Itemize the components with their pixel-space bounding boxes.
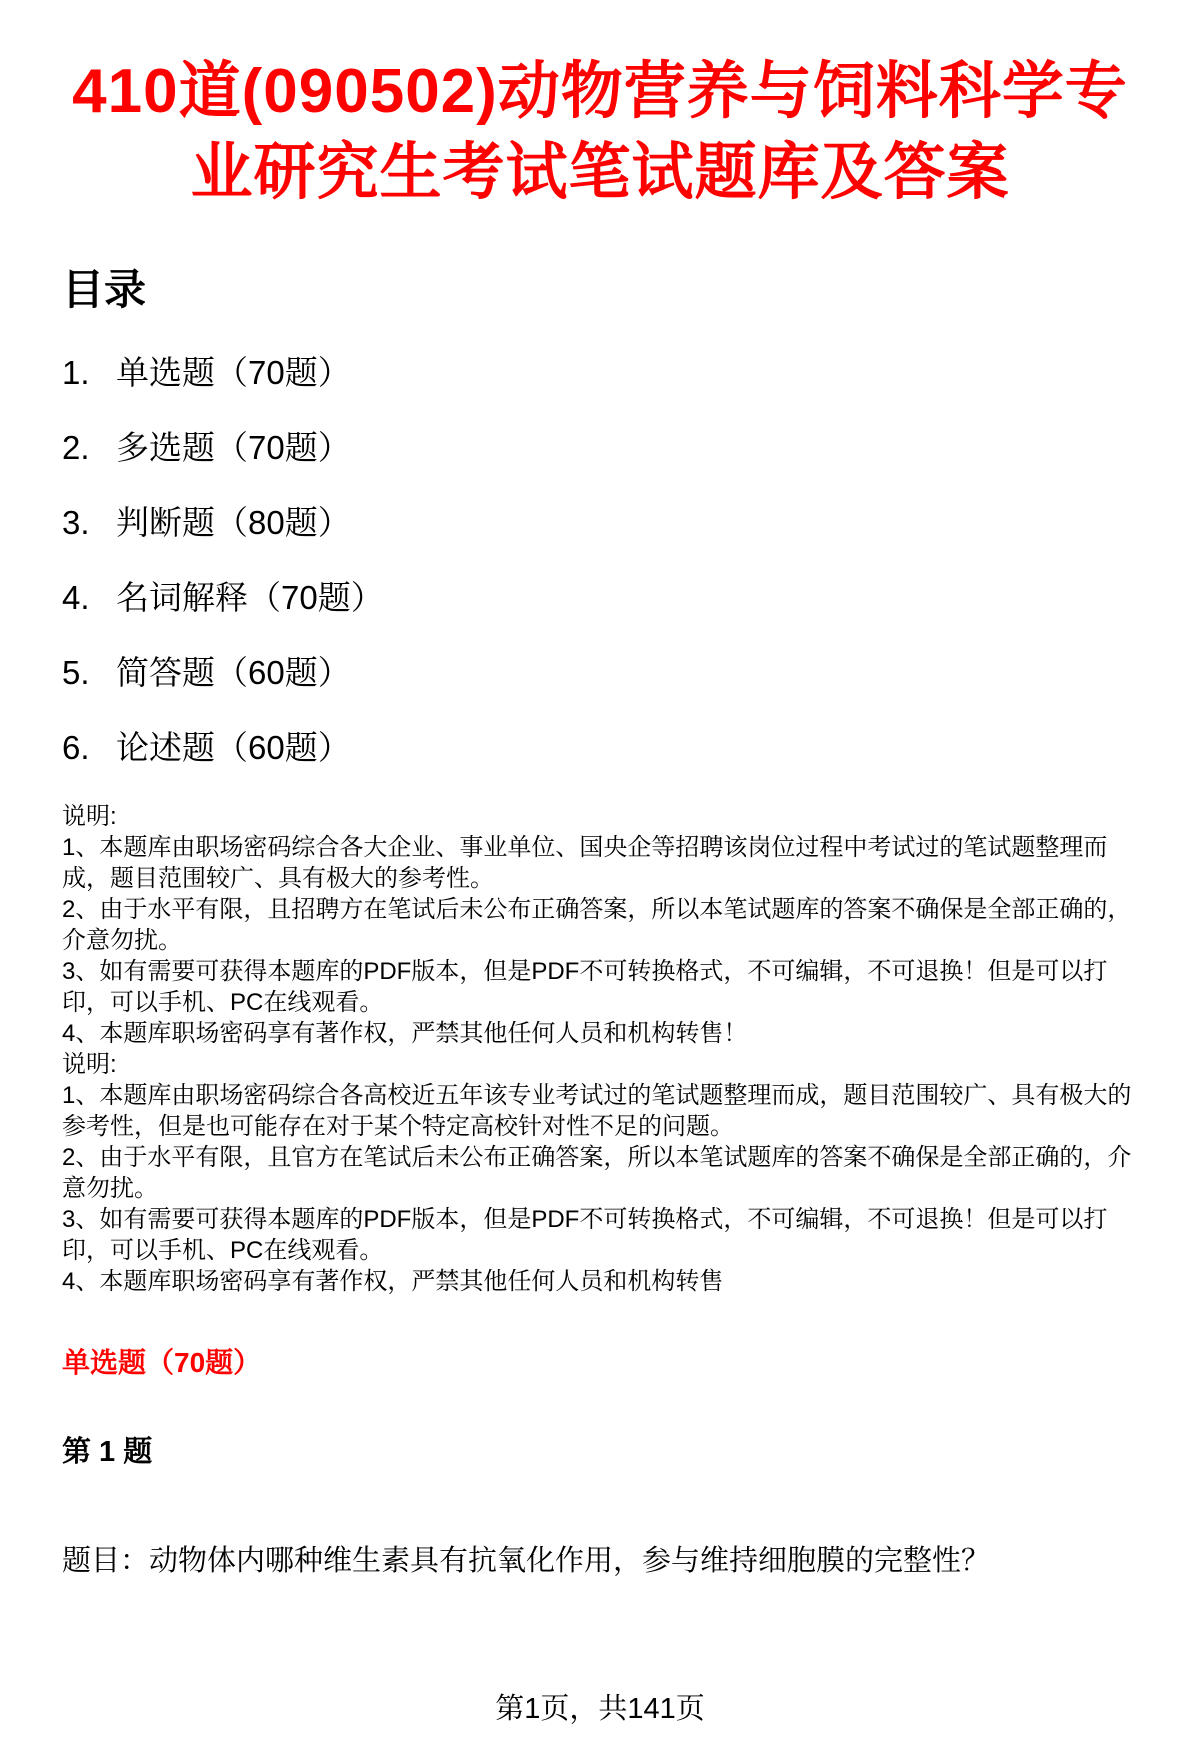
toc-item-label: 简答题（60题） (116, 654, 351, 692)
document-title: 410道(090502)动物营养与饲料科学专业研究生考试笔试题库及答案 (72, 57, 1128, 207)
toc-item-number: 1. (62, 354, 90, 392)
toc-item-label: 判断题（80题） (116, 504, 351, 542)
note-line: 3、如有需要可获得本题库的PDF版本，但是PDF不可转换格式，不可编辑，不可退换！但是可以打印，可以手机、PC在线观看。 (62, 958, 1108, 1017)
note-line: 4、本题库职场密码享有著作权，严禁其他任何人员和机构转售！ (62, 1020, 748, 1048)
toc-item-label: 单选题（70题） (116, 354, 351, 392)
toc-item (62, 429, 1138, 467)
page-footer: 第1页，共141页 (495, 1693, 705, 1725)
toc-item-number: 6. (62, 729, 90, 767)
toc-heading: 目录 (62, 266, 147, 314)
question-number: 第 1 题 (62, 1436, 153, 1469)
toc-item (62, 579, 1138, 617)
toc-item-number: 3. (62, 504, 90, 542)
toc-item (62, 654, 1138, 692)
toc-item (62, 729, 1138, 767)
toc-item-number: 4. (62, 579, 90, 617)
toc-item (62, 504, 1138, 542)
toc-item-label: 名词解释（70题） (116, 579, 384, 617)
question-text: 题目：动物体内哪种维生素具有抗氧化作用，参与维持细胞膜的完整性？ (62, 1545, 991, 1578)
note-line: 1、本题库由职场密码综合各大企业、事业单位、国央企等招聘该岗位过程中考试过的笔试题整理而成，题目范围较广、具有极大的参考性。 (62, 834, 1108, 893)
toc-item-label: 论述题（60题） (116, 729, 351, 767)
section-title-single-choice: 单选题（70题） (62, 1347, 262, 1379)
note-line: 4、本题库职场密码享有著作权，严禁其他任何人员和机构转售 (62, 1268, 724, 1296)
note-line: 说明: (62, 1051, 117, 1079)
note-line: 1、本题库由职场密码综合各高校近五年该专业考试过的笔试题整理而成，题目范围较广、具有极大的参考性，但是也可能存在对于某个特定高校针对性不足的问题。 (62, 1082, 1132, 1141)
toc-item-label: 多选题（70题） (116, 429, 351, 467)
toc-item-number: 2. (62, 429, 90, 467)
note-line: 说明: (62, 803, 117, 831)
note-line: 2、由于水平有限，且招聘方在笔试后未公布正确答案，所以本笔试题库的答案不确保是全部正确的，介意勿扰。 (62, 896, 1132, 955)
note-line: 3、如有需要可获得本题库的PDF版本，但是PDF不可转换格式，不可编辑，不可退换！但是可以打印，可以手机、PC在线观看。 (62, 1206, 1108, 1265)
toc-item-number: 5. (62, 654, 90, 692)
toc-item (62, 354, 1138, 392)
toc-list (62, 354, 1138, 767)
note-line: 2、由于水平有限，且官方在笔试后未公布正确答案，所以本笔试题库的答案不确保是全部正确的，介意勿扰。 (62, 1144, 1132, 1203)
notes-block (62, 801, 1138, 1297)
